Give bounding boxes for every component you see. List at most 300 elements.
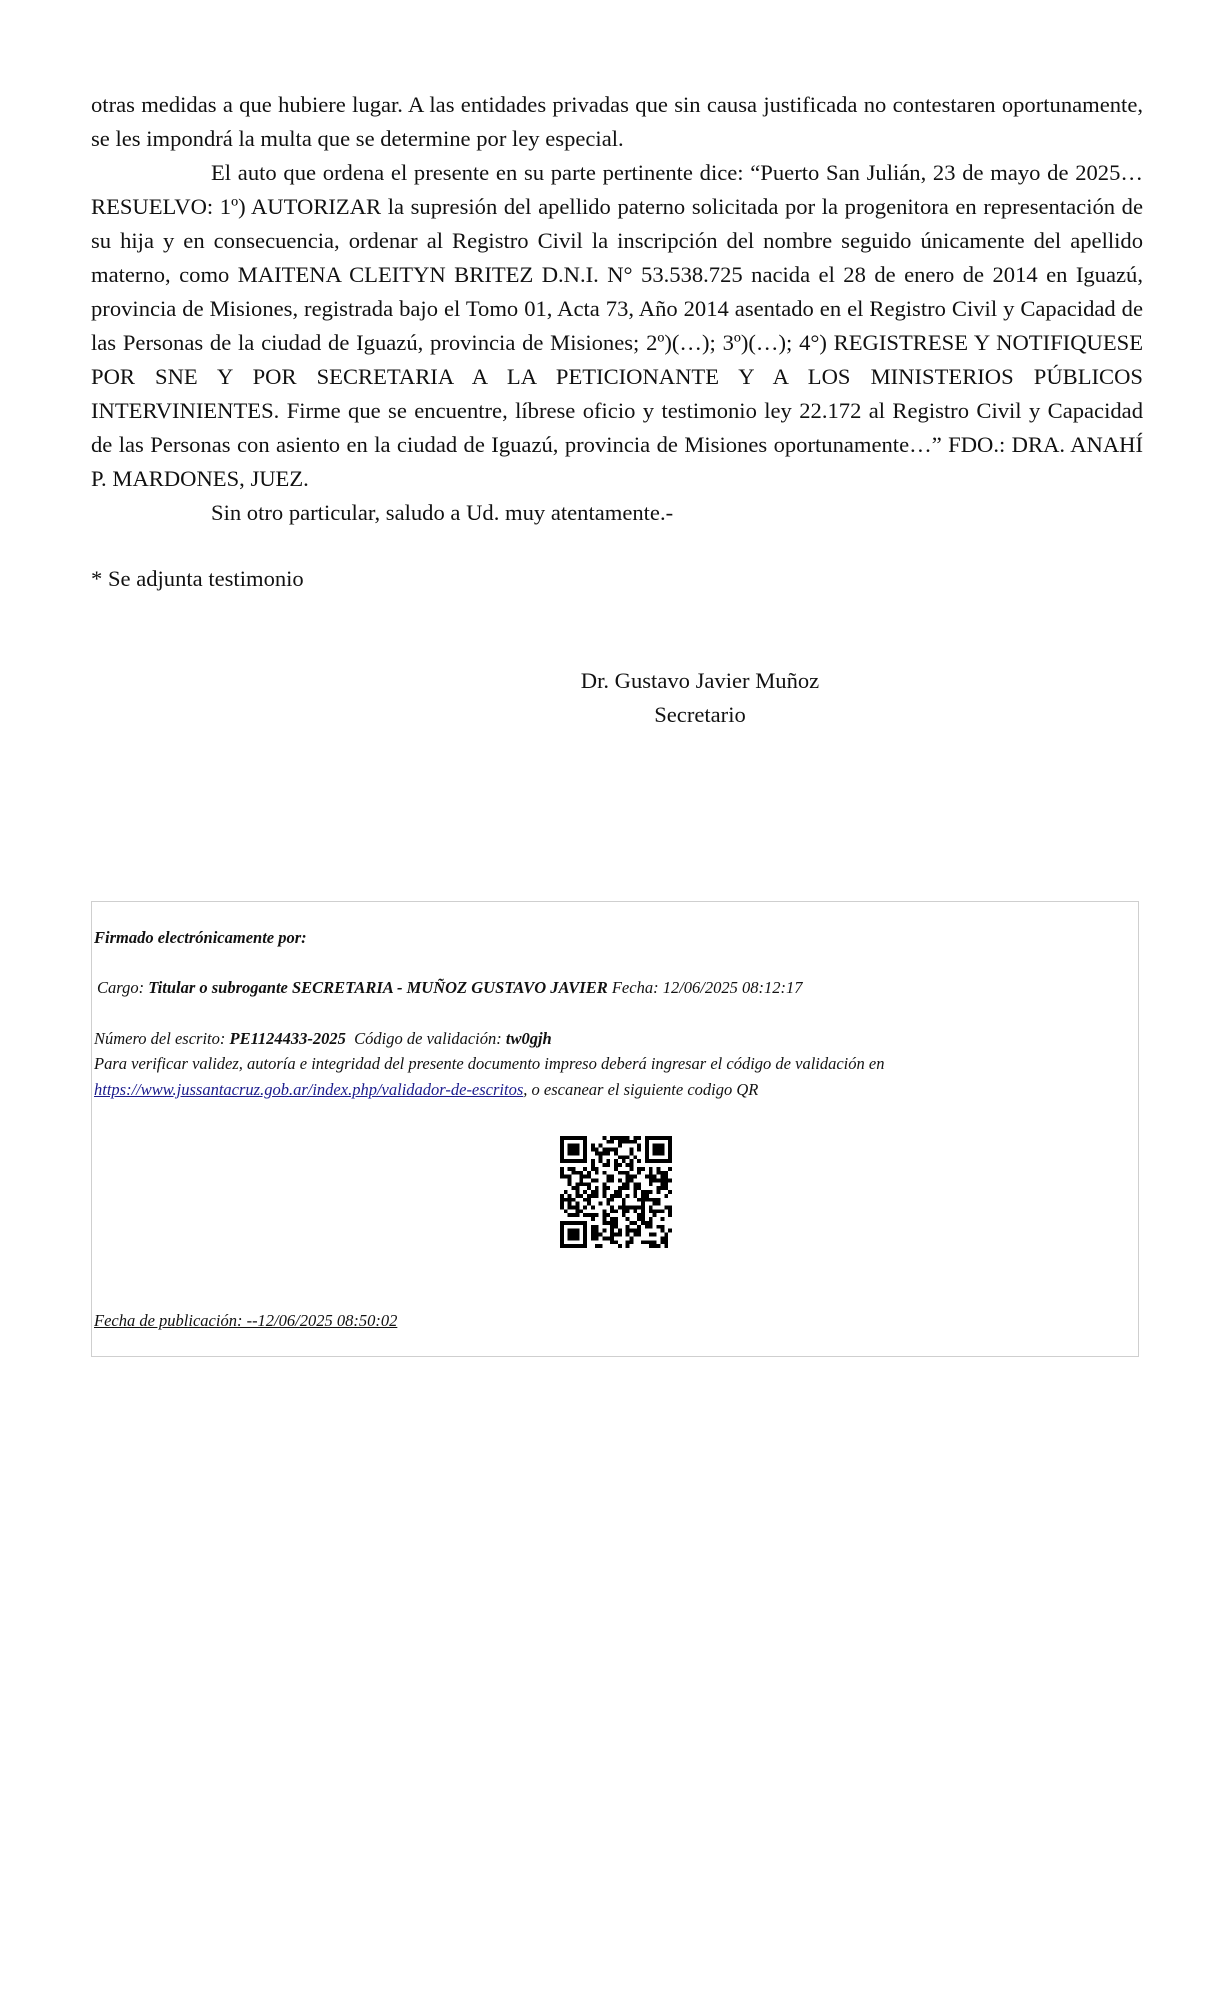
qr-module	[614, 1221, 618, 1225]
qr-module	[568, 1151, 572, 1155]
qr-module	[579, 1178, 583, 1182]
qr-module	[637, 1229, 641, 1233]
qr-module	[591, 1213, 595, 1217]
qr-module	[595, 1233, 599, 1237]
fecha-value: 12/06/2025 08:12:17	[662, 978, 803, 997]
qr-module	[618, 1190, 622, 1194]
qr-module	[606, 1148, 610, 1152]
qr-module	[637, 1171, 641, 1175]
qr-module	[564, 1190, 568, 1194]
qr-module	[610, 1233, 614, 1237]
qr-module	[575, 1151, 579, 1155]
qr-module	[575, 1209, 579, 1213]
qr-code-icon	[560, 1136, 672, 1248]
qr-module	[653, 1136, 657, 1140]
qr-module	[606, 1178, 610, 1182]
qr-module	[572, 1186, 576, 1190]
qr-module	[660, 1144, 664, 1148]
qr-module	[626, 1178, 630, 1182]
qr-module	[591, 1163, 595, 1167]
qr-module	[606, 1186, 610, 1190]
qr-module	[583, 1175, 587, 1179]
qr-module	[579, 1209, 583, 1213]
qr-module	[560, 1159, 564, 1163]
qr-module	[572, 1244, 576, 1248]
qr-module	[583, 1206, 587, 1210]
qr-module	[610, 1194, 614, 1198]
qr-module	[630, 1221, 634, 1225]
qr-module	[660, 1178, 664, 1182]
qr-module	[637, 1167, 641, 1171]
qr-module	[660, 1175, 664, 1179]
qr-module	[633, 1221, 637, 1225]
qr-module	[626, 1171, 630, 1175]
qr-module	[657, 1159, 661, 1163]
qr-module	[560, 1148, 564, 1152]
qr-module	[610, 1140, 614, 1144]
signer-title: Secretario	[654, 702, 746, 727]
qr-module	[664, 1233, 668, 1237]
qr-module	[610, 1221, 614, 1225]
qr-module	[637, 1217, 641, 1221]
qr-module	[587, 1213, 591, 1217]
qr-module	[575, 1136, 579, 1140]
qr-module	[637, 1144, 641, 1148]
qr-module	[657, 1244, 661, 1248]
qr-module	[614, 1190, 618, 1194]
qr-module	[606, 1140, 610, 1144]
qr-module	[579, 1182, 583, 1186]
esign-numero-line	[94, 1029, 552, 1049]
qr-module	[641, 1240, 645, 1244]
qr-module	[618, 1144, 622, 1148]
qr-module	[664, 1240, 668, 1244]
qr-module	[583, 1198, 587, 1202]
qr-module	[560, 1136, 564, 1140]
qr-module	[610, 1236, 614, 1240]
qr-module	[568, 1194, 572, 1198]
qr-module	[641, 1217, 645, 1221]
qr-module	[595, 1148, 599, 1152]
qr-module	[583, 1167, 587, 1171]
qr-module	[664, 1244, 668, 1248]
qr-module	[618, 1178, 622, 1182]
qr-module	[575, 1190, 579, 1194]
qr-module	[606, 1213, 610, 1217]
qr-module	[595, 1178, 599, 1182]
qr-module	[649, 1178, 653, 1182]
qr-module	[653, 1233, 657, 1237]
qr-module	[560, 1225, 564, 1229]
qr-module	[560, 1233, 564, 1237]
qr-module	[626, 1240, 630, 1244]
qr-module	[568, 1148, 572, 1152]
qr-module	[610, 1206, 614, 1210]
qr-module	[610, 1178, 614, 1182]
qr-module	[622, 1198, 626, 1202]
qr-module	[660, 1186, 664, 1190]
qr-module	[633, 1209, 637, 1213]
qr-module	[637, 1159, 641, 1163]
qr-module	[649, 1198, 653, 1202]
qr-module	[660, 1240, 664, 1244]
qr-module	[645, 1151, 649, 1155]
qr-module	[606, 1202, 610, 1206]
qr-module	[591, 1206, 595, 1210]
qr-module	[668, 1190, 672, 1194]
qr-module	[668, 1206, 672, 1210]
qr-module	[614, 1159, 618, 1163]
qr-module	[572, 1213, 576, 1217]
qr-module	[618, 1186, 622, 1190]
qr-module	[591, 1148, 595, 1152]
qr-module	[595, 1151, 599, 1155]
qr-module	[568, 1144, 572, 1148]
qr-module	[622, 1186, 626, 1190]
qr-module	[637, 1136, 641, 1140]
qr-module	[568, 1198, 572, 1202]
qr-module	[568, 1178, 572, 1182]
qr-module	[602, 1136, 606, 1140]
qr-module	[595, 1186, 599, 1190]
qr-module	[664, 1186, 668, 1190]
qr-module	[564, 1221, 568, 1225]
qr-module	[602, 1221, 606, 1225]
qr-module	[649, 1209, 653, 1213]
qr-module	[622, 1202, 626, 1206]
qr-module	[602, 1213, 606, 1217]
qr-module	[602, 1163, 606, 1167]
qr-module	[668, 1229, 672, 1233]
qr-module	[668, 1140, 672, 1144]
qr-module	[660, 1217, 664, 1221]
qr-module	[602, 1182, 606, 1186]
attachment-note: * Se adjunta testimonio	[91, 566, 304, 591]
qr-module	[630, 1178, 634, 1182]
verify-suffix: , o escanear el siguiente codigo QR	[523, 1080, 759, 1099]
qr-module	[595, 1229, 599, 1233]
qr-module	[568, 1206, 572, 1210]
qr-module	[645, 1175, 649, 1179]
qr-module	[664, 1136, 668, 1140]
qr-module	[633, 1140, 637, 1144]
qr-module	[575, 1159, 579, 1163]
qr-module	[664, 1236, 668, 1240]
qr-module	[668, 1167, 672, 1171]
fecha-label: Fecha:	[611, 978, 659, 997]
qr-module	[626, 1225, 630, 1229]
qr-module	[587, 1186, 591, 1190]
qr-module	[649, 1167, 653, 1171]
qr-module	[587, 1198, 591, 1202]
qr-module	[645, 1144, 649, 1148]
qr-module	[622, 1209, 626, 1213]
qr-module	[645, 1190, 649, 1194]
qr-module	[653, 1148, 657, 1152]
qr-module	[599, 1144, 603, 1148]
qr-module	[560, 1151, 564, 1155]
qr-module	[649, 1190, 653, 1194]
qr-module	[568, 1136, 572, 1140]
qr-module	[668, 1209, 672, 1213]
qr-module	[641, 1221, 645, 1225]
validation-link[interactable]: https://www.jussantacruz.gob.ar/index.php/validador-de-escritos	[94, 1080, 524, 1099]
qr-module	[560, 1144, 564, 1148]
qr-module	[668, 1144, 672, 1148]
qr-module	[575, 1206, 579, 1210]
qr-module	[626, 1206, 630, 1210]
electronic-signature-box	[91, 901, 1139, 1357]
qr-module	[560, 1171, 564, 1175]
qr-module	[653, 1244, 657, 1248]
qr-module	[641, 1206, 645, 1210]
publication-date: Fecha de publicación: --12/06/2025 08:50:02	[94, 1311, 398, 1330]
qr-module	[610, 1209, 614, 1213]
qr-module	[630, 1140, 634, 1144]
qr-module	[653, 1240, 657, 1244]
qr-module	[599, 1202, 603, 1206]
qr-module	[641, 1167, 645, 1171]
qr-module	[660, 1159, 664, 1163]
qr-module	[657, 1198, 661, 1202]
qr-module	[591, 1167, 595, 1171]
qr-module	[653, 1159, 657, 1163]
qr-module	[657, 1148, 661, 1152]
qr-module	[575, 1229, 579, 1233]
qr-module	[637, 1225, 641, 1229]
qr-module	[637, 1182, 641, 1186]
qr-module	[595, 1213, 599, 1217]
qr-module	[626, 1163, 630, 1167]
qr-module	[575, 1171, 579, 1175]
qr-module	[630, 1163, 634, 1167]
qr-module	[657, 1186, 661, 1190]
qr-module	[645, 1159, 649, 1163]
qr-module	[575, 1213, 579, 1217]
qr-module	[618, 1229, 622, 1233]
qr-module	[649, 1221, 653, 1225]
qr-module	[645, 1136, 649, 1140]
qr-module	[591, 1144, 595, 1148]
qr-module	[614, 1148, 618, 1152]
qr-module	[579, 1194, 583, 1198]
qr-module	[568, 1202, 572, 1206]
qr-module	[660, 1209, 664, 1213]
qr-module	[641, 1202, 645, 1206]
qr-module	[626, 1209, 630, 1213]
qr-module	[606, 1198, 610, 1202]
qr-module	[664, 1182, 668, 1186]
qr-module	[668, 1136, 672, 1140]
qr-module	[572, 1171, 576, 1175]
qr-module	[599, 1244, 603, 1248]
qr-module	[614, 1240, 618, 1244]
qr-module	[610, 1217, 614, 1221]
qr-module	[579, 1171, 583, 1175]
qr-module	[668, 1148, 672, 1152]
qr-module	[575, 1236, 579, 1240]
qr-module	[630, 1206, 634, 1210]
qr-module	[602, 1171, 606, 1175]
qr-module	[572, 1236, 576, 1240]
qr-module	[560, 1240, 564, 1244]
qr-module	[626, 1140, 630, 1144]
qr-module	[560, 1244, 564, 1248]
qr-module	[657, 1190, 661, 1194]
qr-module	[560, 1236, 564, 1240]
qr-module	[583, 1213, 587, 1217]
qr-module	[587, 1182, 591, 1186]
qr-module	[610, 1240, 614, 1244]
qr-module	[572, 1233, 576, 1237]
qr-module	[626, 1217, 630, 1221]
qr-module	[587, 1171, 591, 1175]
qr-module	[591, 1236, 595, 1240]
qr-module	[560, 1140, 564, 1144]
qr-module	[606, 1163, 610, 1167]
qr-module	[618, 1155, 622, 1159]
qr-module	[618, 1163, 622, 1167]
qr-module	[657, 1225, 661, 1229]
qr-module	[645, 1198, 649, 1202]
qr-module	[591, 1229, 595, 1233]
qr-module	[653, 1151, 657, 1155]
qr-module	[575, 1148, 579, 1152]
qr-module	[649, 1225, 653, 1229]
qr-module	[610, 1229, 614, 1233]
qr-module	[649, 1182, 653, 1186]
qr-module	[583, 1140, 587, 1144]
qr-module	[630, 1236, 634, 1240]
qr-module	[568, 1229, 572, 1233]
qr-module	[583, 1136, 587, 1140]
qr-module	[649, 1171, 653, 1175]
qr-module	[614, 1233, 618, 1237]
qr-module	[657, 1178, 661, 1182]
qr-module	[649, 1240, 653, 1244]
qr-module	[610, 1148, 614, 1152]
qr-module	[583, 1221, 587, 1225]
qr-module	[583, 1182, 587, 1186]
qr-module	[622, 1159, 626, 1163]
qr-module	[660, 1148, 664, 1152]
qr-module	[583, 1244, 587, 1248]
qr-module	[560, 1175, 564, 1179]
qr-module	[610, 1198, 614, 1202]
qr-module	[622, 1213, 626, 1217]
qr-module	[641, 1190, 645, 1194]
qr-module	[660, 1136, 664, 1140]
qr-module	[568, 1182, 572, 1186]
qr-module	[668, 1151, 672, 1155]
qr-module	[618, 1233, 622, 1237]
qr-module	[602, 1186, 606, 1190]
qr-module	[599, 1151, 603, 1155]
document-body	[91, 88, 1143, 530]
qr-module	[622, 1182, 626, 1186]
qr-module	[626, 1182, 630, 1186]
signer-name: Dr. Gustavo Javier Muñoz	[580, 668, 820, 693]
qr-module	[668, 1159, 672, 1163]
qr-module	[583, 1190, 587, 1194]
qr-module	[633, 1136, 637, 1140]
qr-module	[564, 1209, 568, 1213]
qr-module	[587, 1194, 591, 1198]
qr-module	[633, 1233, 637, 1237]
qr-module	[599, 1155, 603, 1159]
qr-module	[595, 1167, 599, 1171]
numero-label: Número del escrito:	[94, 1029, 226, 1048]
qr-module	[602, 1148, 606, 1152]
qr-module	[657, 1167, 661, 1171]
qr-module	[622, 1140, 626, 1144]
qr-module	[564, 1198, 568, 1202]
qr-module	[602, 1190, 606, 1194]
qr-module	[572, 1198, 576, 1202]
qr-module	[626, 1244, 630, 1248]
qr-module	[645, 1221, 649, 1225]
qr-module	[560, 1221, 564, 1225]
qr-module	[579, 1244, 583, 1248]
qr-module	[614, 1217, 618, 1221]
qr-module	[614, 1194, 618, 1198]
numero-value: PE1124433-2025	[229, 1029, 346, 1048]
qr-module	[591, 1233, 595, 1237]
qr-module	[630, 1229, 634, 1233]
qr-module	[564, 1175, 568, 1179]
qr-module	[599, 1159, 603, 1163]
qr-module	[618, 1136, 622, 1140]
qr-module	[657, 1202, 661, 1206]
qr-module	[633, 1206, 637, 1210]
qr-module	[657, 1209, 661, 1213]
qr-module	[664, 1175, 668, 1179]
qr-module	[626, 1233, 630, 1237]
qr-module	[649, 1233, 653, 1237]
qr-module	[641, 1198, 645, 1202]
qr-module	[610, 1136, 614, 1140]
qr-module	[572, 1229, 576, 1233]
qr-module	[633, 1155, 637, 1159]
qr-module	[653, 1202, 657, 1206]
qr-module	[564, 1159, 568, 1163]
qr-module	[649, 1244, 653, 1248]
qr-module	[575, 1244, 579, 1248]
qr-module	[560, 1198, 564, 1202]
qr-module	[591, 1178, 595, 1182]
qr-module	[572, 1167, 576, 1171]
qr-module	[622, 1171, 626, 1175]
qr-module	[583, 1225, 587, 1229]
qr-module	[622, 1136, 626, 1140]
qr-module	[606, 1175, 610, 1179]
qr-module	[610, 1175, 614, 1179]
qr-module	[568, 1233, 572, 1237]
qr-module	[649, 1217, 653, 1221]
qr-module	[657, 1151, 661, 1155]
qr-module	[579, 1175, 583, 1179]
qr-module	[622, 1206, 626, 1210]
qr-module	[657, 1136, 661, 1140]
qr-module	[614, 1151, 618, 1155]
qr-module	[572, 1136, 576, 1140]
qr-module	[664, 1194, 668, 1198]
qr-module	[572, 1144, 576, 1148]
qr-module	[653, 1213, 657, 1217]
qr-module	[560, 1167, 564, 1171]
qr-module	[637, 1186, 641, 1190]
qr-module	[587, 1175, 591, 1179]
